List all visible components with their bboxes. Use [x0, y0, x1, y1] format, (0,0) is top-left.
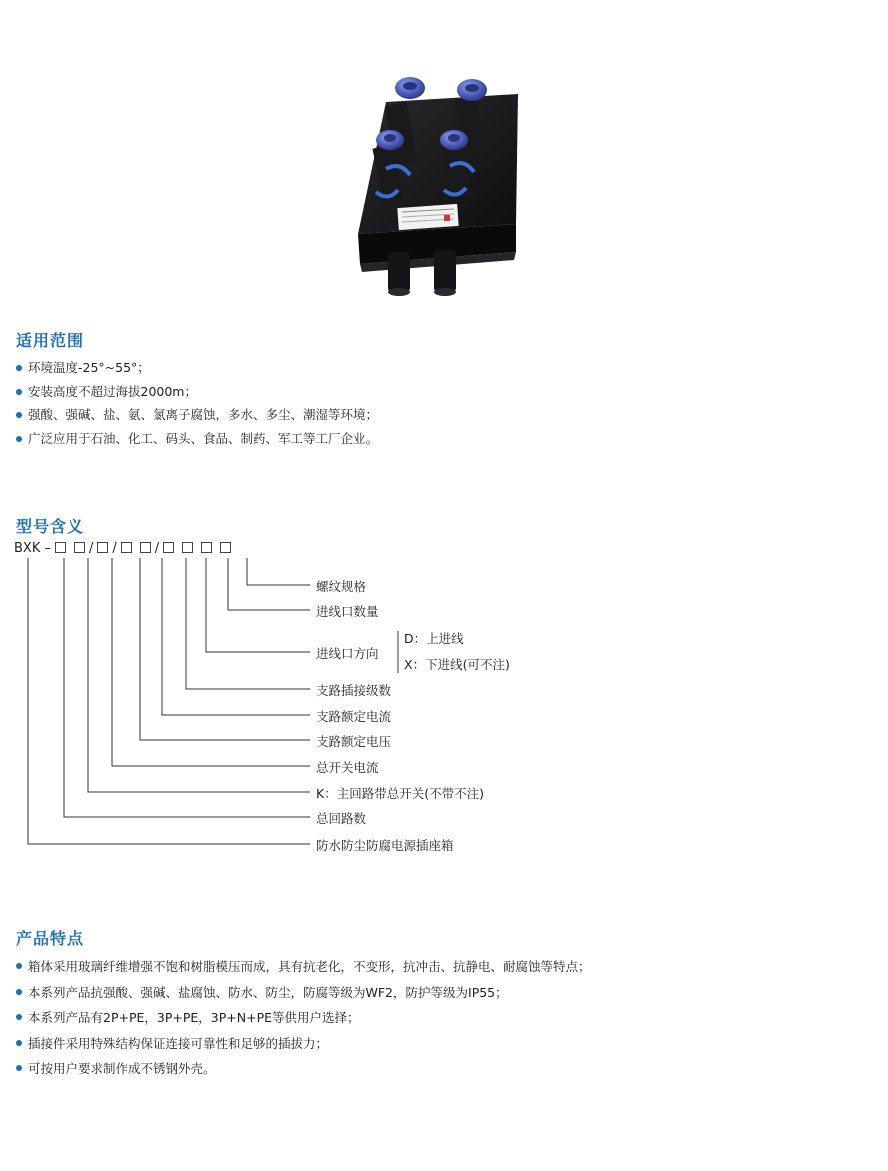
list-item: 安装高度不超过海拔2000m；	[16, 380, 378, 404]
model-slash: /	[154, 541, 160, 556]
leader-lines	[0, 555, 888, 865]
label-dir-bottom: X：下进线(可不注)	[404, 657, 510, 672]
code-box	[201, 542, 212, 553]
code-box	[163, 542, 174, 553]
model-prefix: BXK	[14, 541, 41, 556]
list-item: 箱体采用玻璃纤维增强不饱和树脂模压而成，具有抗老化，不变形，抗冲击、抗静电、耐腐蚀等特点；	[16, 954, 591, 980]
code-box	[140, 542, 151, 553]
model-dash: –	[44, 541, 51, 556]
bullet-dot-icon	[16, 1040, 22, 1046]
model-slash: /	[89, 541, 94, 556]
bullet-dot-icon	[16, 389, 22, 395]
bullet-dot-icon	[16, 412, 22, 418]
label-inlet-direction: 进线口方向	[316, 646, 379, 661]
code-box	[121, 542, 132, 553]
label-k-switch: K：主回路带总开关(不带不注)	[316, 786, 484, 801]
list-item: 本系列产品抗强酸、强碱、盐腐蚀、防水、防尘，防腐等级为WF2，防护等级为IP55；	[16, 980, 591, 1006]
label-inlet-count: 进线口数量	[316, 604, 379, 619]
list-item: 本系列产品有2P+PE，3P+PE，3P+N+PE等供用户选择；	[16, 1005, 591, 1031]
bullet-dot-icon	[16, 365, 22, 371]
bullet-dot-icon	[16, 989, 22, 995]
product-photo	[350, 74, 530, 300]
label-thread-spec: 螺纹规格	[316, 579, 367, 594]
scope-list	[16, 356, 378, 450]
bullet-dot-icon	[16, 1014, 22, 1020]
code-box	[182, 542, 193, 553]
list-item: 可按用户要求制作成不锈钢外壳。	[16, 1056, 591, 1082]
label-product-name: 防水防尘防腐电源插座箱	[316, 838, 454, 853]
list-item: 插接件采用特殊结构保证连接可靠性和足够的插拔力；	[16, 1031, 591, 1057]
label-main-current: 总开关电流	[316, 760, 379, 775]
bullet-dot-icon	[16, 963, 22, 969]
model-diagram	[0, 555, 888, 865]
label-dir-top: D：上进线	[404, 631, 464, 646]
label-branch-poles: 支路插接级数	[316, 683, 392, 698]
code-box	[97, 542, 108, 553]
model-title: 型号含义	[16, 517, 85, 536]
list-item: 强酸、强碱、盐、氨、氯离子腐蚀，多水、多尘、潮湿等环境；	[16, 403, 378, 427]
list-item: 广泛应用于石油、化工、码头、食品、制药、军工等工厂企业。	[16, 427, 378, 451]
code-box	[55, 542, 66, 553]
model-code	[14, 541, 235, 556]
bullet-dot-icon	[16, 436, 22, 442]
bullet-dot-icon	[16, 1065, 22, 1071]
code-box	[74, 542, 85, 553]
label-branch-current: 支路额定电流	[316, 709, 392, 724]
code-box	[220, 542, 231, 553]
features-title: 产品特点	[16, 929, 85, 948]
label-branch-voltage: 支路额定电压	[316, 734, 392, 749]
label-total-circuits: 总回路数	[316, 811, 367, 826]
model-slash: /	[112, 541, 117, 556]
features-list	[16, 954, 591, 1082]
scope-title: 适用范围	[16, 331, 85, 350]
list-item: 环境温度-25°~55°；	[16, 356, 378, 380]
